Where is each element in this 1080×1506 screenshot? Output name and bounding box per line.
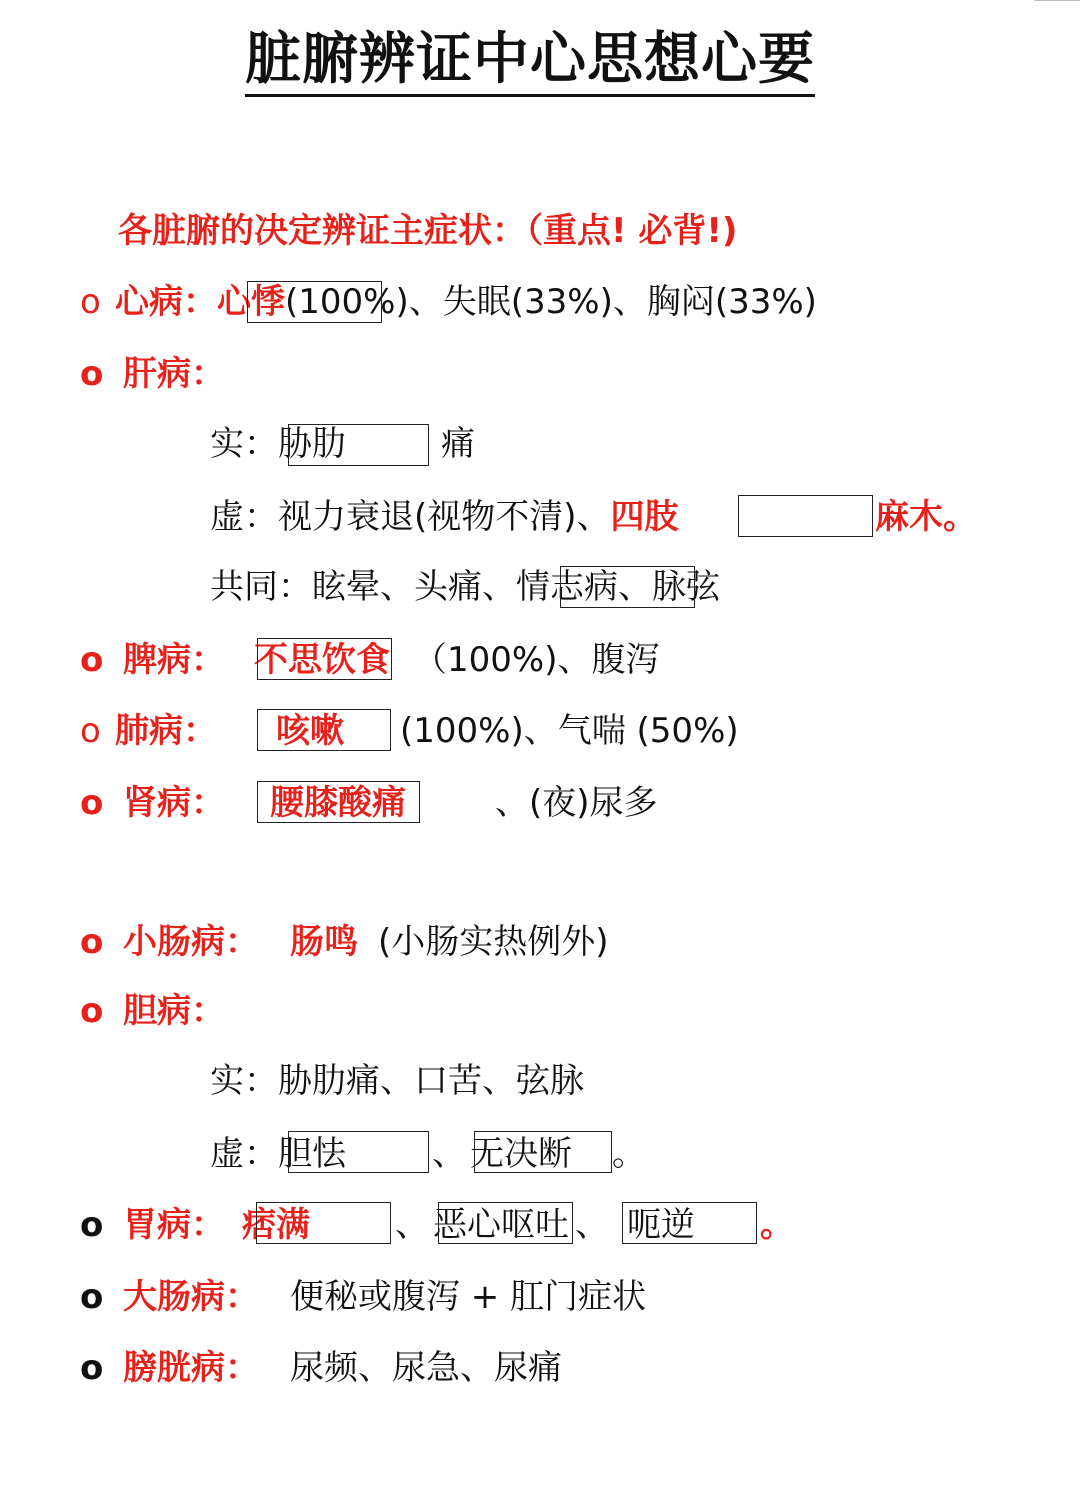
blank-box [738, 495, 873, 537]
small-intestine-label: 小肠病： [123, 922, 259, 962]
bullet-marker: o [80, 991, 104, 1031]
heart-rest: (100%)、失眠(33%)、胸闷(33%) [285, 282, 817, 322]
heart-key-symptom: 心悸 [217, 282, 285, 322]
stomach-end: 。 [760, 1205, 794, 1245]
section-heading: 各脏腑的决定辨证主症状：（重点! 必背!) [118, 211, 738, 251]
highlight-box [474, 1131, 612, 1173]
small-intestine-key-symptom: 肠鸣 [290, 922, 358, 962]
liver-xu-tail: 麻木。 [875, 497, 977, 537]
liver-common-tail: 、脉弦 [618, 567, 720, 607]
bullet-marker: o [80, 922, 104, 962]
blank-box [288, 424, 429, 466]
large-intestine-label: 大肠病： [123, 1277, 259, 1317]
corner-mark [1034, 0, 1080, 4]
lung-rest: (100%)、气喘 (50%) [400, 711, 739, 751]
lung-key-symptom: 咳嗽 [276, 711, 344, 751]
spleen-rest: （100%)、腹泻 [413, 640, 660, 680]
highlight-box [257, 638, 392, 680]
bullet-marker: o [80, 783, 104, 823]
bladder-rest: 尿频、尿急、尿痛 [290, 1348, 562, 1388]
liver-common-line: 共同：眩晕、头痛、情志病、脉弦 [210, 567, 720, 607]
liver-label: 肝病： [123, 354, 225, 394]
liver-common-value: 眩晕、头痛、 [312, 567, 516, 607]
liver-xu-red: 四肢 [610, 497, 679, 537]
heart-label: 心病： [115, 282, 217, 322]
gallbladder-xu-boxed2: 无决断 [470, 1134, 572, 1174]
large-intestine-rest: 便秘或腹泻 + 肛门症状 [290, 1277, 647, 1317]
page-title: 脏腑辨证中心思想心要 [0, 22, 1060, 98]
highlight-box [257, 781, 420, 823]
highlight-box [257, 709, 391, 751]
stomach-item3: 呃逆 [627, 1205, 695, 1245]
liver-xu-line: 虚：视力衰退(视物不清)、四肢 [210, 497, 679, 537]
stomach-sep1: 、 [395, 1205, 429, 1245]
bullet-marker: o [80, 1205, 104, 1245]
bladder-label: 膀胱病： [123, 1348, 259, 1388]
highlight-box [560, 566, 695, 608]
spleen-label: 脾病： [123, 640, 225, 680]
bullet-marker: o [80, 640, 104, 680]
kidney-key-symptom: 腰膝酸痛 [270, 783, 406, 823]
gallbladder-shi-line: 实：胁肋痛、口苦、弦脉 [210, 1061, 584, 1101]
blank-box [288, 1131, 429, 1173]
kidney-label: 肾病： [123, 783, 225, 823]
gallbladder-xu-boxed1: 胆怯 [278, 1134, 346, 1174]
bullet-marker: o [80, 1277, 104, 1317]
bullet-marker: o [80, 354, 104, 394]
gallbladder-label: 胆病： [123, 991, 225, 1031]
small-intestine-rest: (小肠实热例外) [378, 922, 609, 962]
liver-shi-tail: 痛 [441, 424, 475, 464]
highlight-box [438, 1202, 573, 1244]
stomach-label: 胃病： [123, 1205, 225, 1245]
heart-line [115, 280, 817, 324]
kidney-rest: 、(夜)尿多 [495, 783, 658, 823]
bullet-marker: o [80, 282, 101, 322]
highlight-box [622, 1202, 757, 1244]
blank-box [256, 1202, 391, 1244]
liver-shi-line: 实：胁肋 [210, 424, 346, 464]
stomach-item2: 恶心呕吐 [433, 1205, 569, 1245]
highlight-box [247, 281, 382, 323]
gallbladder-xu-line: 虚：胆怯 [210, 1134, 346, 1174]
stomach-key-symptom: 痞满 [242, 1205, 310, 1245]
stomach-sep2: 、 [575, 1205, 609, 1245]
gallbladder-xu-sep: 、 [432, 1134, 466, 1174]
lung-label: 肺病： [115, 711, 217, 751]
spleen-key-symptom: 不思饮食 [254, 640, 390, 680]
liver-shi-value: 胁肋 [278, 424, 346, 464]
bullet-marker: o [80, 711, 101, 751]
gallbladder-shi-value: 胁肋痛、口苦、弦脉 [278, 1061, 584, 1101]
bullet-marker: o [80, 1348, 104, 1388]
liver-xu-value: 视力衰退(视物不清)、 [278, 497, 611, 537]
liver-common-boxed: 情志病 [516, 567, 618, 607]
gallbladder-xu-end: 。 [612, 1134, 646, 1174]
